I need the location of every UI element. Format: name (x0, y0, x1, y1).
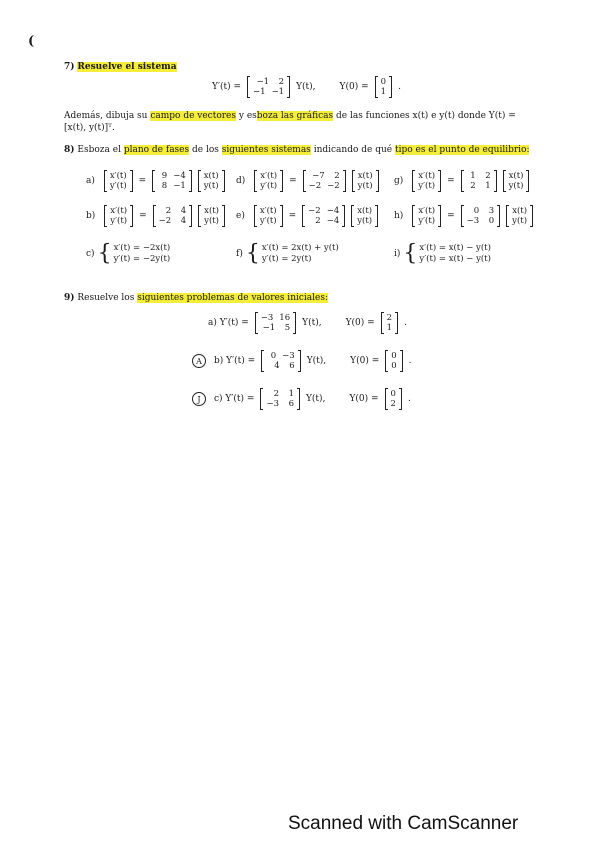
matrix-entry: x′(t) (418, 171, 436, 181)
matrix-entry: 0 (270, 351, 277, 361)
matrix-row (267, 351, 295, 361)
eq-rhs: Y(t), (306, 356, 327, 366)
item-label: g) (394, 176, 404, 186)
problem-9-label: 9) (64, 293, 75, 303)
matrix-row (509, 181, 524, 191)
matrix-row (261, 313, 290, 323)
matrix-row (253, 77, 284, 87)
equation-line: y′(t) = 2y(t) (261, 254, 312, 264)
matrix-row (308, 206, 339, 216)
matrix-entry: −1 (173, 181, 186, 191)
system-matrix (260, 388, 300, 410)
matrix-entry: 4 (180, 216, 187, 226)
brace: { (245, 241, 260, 266)
system-d: d) x′(t) y′(t) = −7 2 −2 −2 x(t) y(t) (236, 170, 379, 192)
initial-vector (381, 312, 398, 334)
matrix-entry: −1 (256, 77, 270, 87)
matrix-row (158, 181, 186, 191)
system-matrix (247, 76, 290, 98)
equation-line: y′(t) = x(t) − y(t) (419, 254, 491, 264)
system-matrix (152, 170, 192, 192)
matrix-row (204, 171, 219, 181)
matrix-row (204, 206, 219, 216)
matrix-entry: −3 (282, 351, 295, 361)
problem-8-heading (64, 144, 529, 156)
matrix-entry: −1 (271, 87, 285, 97)
matrix-entry: 0 (473, 206, 480, 216)
system-g: g) x′(t) y′(t) = 1 2 2 1 x(t) y(t) (394, 170, 529, 192)
matrix-entry: −2 (308, 206, 321, 216)
circled-mark: J (192, 392, 206, 406)
matrix-row (418, 171, 435, 181)
matrix-row (467, 216, 495, 226)
highlight-equilibrium: tipo es el punto de equilibrio: (394, 145, 530, 155)
matrix-entry: 0 (390, 389, 396, 399)
equation-line: x′(t) = −2x(t) (113, 243, 171, 253)
matrix-row (381, 87, 386, 97)
item-label: b) (86, 211, 96, 221)
matrix-entry: y′(t) (109, 181, 127, 191)
matrix-row (512, 216, 527, 226)
matrix-row (159, 206, 187, 216)
matrix-entry: 2 (470, 181, 476, 191)
matrix-row (260, 171, 277, 181)
init-lhs: Y(0) = (349, 394, 379, 404)
matrix-entry: y′(t) (259, 216, 277, 226)
matrix-entry: 0 (391, 351, 397, 361)
ivp-c (192, 388, 411, 410)
initial-vector (375, 76, 392, 98)
eq-tail: . (404, 318, 407, 328)
item-label: e) (236, 211, 245, 221)
matrix-row (391, 361, 396, 371)
matrix-row (267, 361, 295, 371)
matrix-entry: 2 (485, 171, 491, 181)
matrix-row (260, 181, 277, 191)
problem-8-label: 8) (64, 145, 75, 155)
problem-7-text (64, 110, 516, 122)
init-lhs: Y(0) = (350, 356, 380, 366)
text: Además, dibuja su (64, 111, 148, 121)
rhs-vector (506, 205, 533, 227)
problem-7-title: Resuelve el sistema (77, 62, 177, 72)
brace: { (97, 241, 112, 266)
matrix-entry: −4 (326, 206, 340, 216)
item-label: c) (86, 249, 95, 259)
matrix-row (357, 206, 372, 216)
matrix-entry: −2 (158, 216, 172, 226)
matrix-row (418, 206, 435, 216)
system-i (394, 243, 491, 265)
matrix-row (467, 171, 491, 181)
system-matrix (153, 205, 193, 227)
system-matrix (461, 205, 501, 227)
matrix-entry: x′(t) (418, 206, 436, 216)
matrix-entry: 6 (288, 399, 294, 409)
matrix-entry: x′(t) (110, 206, 128, 216)
text: de las funciones x(t) e y(t) donde Y(t) = (336, 111, 516, 121)
matrix-entry: −3 (266, 399, 279, 409)
rhs-vector (198, 170, 225, 192)
highlight-graphs: boza las gráficas (256, 111, 334, 121)
highlight-ivp: siguientes problemas de valores iniciales: (137, 293, 329, 303)
text: indicando de qué (313, 145, 393, 155)
matrix-entry: x′(t) (109, 171, 127, 181)
matrix-row (308, 216, 339, 226)
lhs-vector (254, 205, 283, 227)
matrix-entry: 2 (334, 171, 340, 181)
matrix-row (391, 399, 396, 409)
matrix-entry: −1 (262, 323, 276, 333)
matrix-entry: x(t) (357, 171, 373, 181)
equation-line: y′(t) = −2y(t) (113, 254, 171, 264)
system-c (86, 243, 170, 265)
matrix-row (204, 216, 219, 226)
text: y es (238, 111, 257, 121)
item-label: a) (86, 176, 95, 186)
matrix-row (110, 181, 127, 191)
matrix-entry: 2 (278, 77, 285, 87)
lhs-vector (104, 205, 133, 227)
brace: { (403, 241, 418, 266)
matrix-entry: y′(t) (418, 216, 436, 226)
matrix-row (391, 389, 396, 399)
text: de los (192, 145, 219, 155)
matrix-entry: x(t) (203, 171, 219, 181)
matrix-entry: 9 (161, 171, 168, 181)
matrix-entry: −1 (253, 87, 266, 97)
rhs-vector (503, 170, 530, 192)
item-label: h) (394, 211, 404, 221)
matrix-entry: y(t) (512, 216, 528, 226)
matrix-row (418, 181, 435, 191)
matrix-entry: 1 (288, 389, 294, 399)
matrix-entry: 0 (488, 216, 495, 226)
eq-tail: . (407, 394, 411, 404)
scanner-footer: Scanned with CamScanner (288, 813, 519, 834)
ivp-b (192, 350, 412, 372)
problem-7-heading (64, 61, 177, 73)
matrix-entry: 8 (161, 181, 168, 191)
matrix-entry: 1 (485, 181, 491, 191)
matrix-row (110, 171, 127, 181)
matrix-row (204, 181, 219, 191)
matrix-entry: 0 (391, 361, 397, 371)
matrix-entry: x′(t) (260, 171, 278, 181)
matrix-entry: 6 (289, 361, 295, 371)
matrix-entry: x(t) (512, 206, 528, 216)
matrix-entry: 1 (380, 87, 387, 97)
matrix-entry: 2 (165, 206, 172, 216)
matrix-row (512, 206, 527, 216)
eq-rhs: Y(t), (305, 394, 326, 404)
matrix-entry: y(t) (204, 216, 219, 226)
matrix-row (358, 181, 373, 191)
matrix-entry: −4 (326, 216, 340, 226)
system-matrix (255, 312, 296, 334)
matrix-row (159, 216, 187, 226)
init-lhs: Y(0) = (339, 82, 369, 92)
matrix-entry: −3 (260, 313, 274, 323)
init-lhs: Y(0) = (345, 318, 375, 328)
lhs-vector (254, 170, 283, 192)
matrix-row (387, 313, 392, 323)
matrix-row (309, 181, 340, 191)
lhs-vector (412, 170, 441, 192)
matrix-row (266, 399, 294, 409)
eq-tail: . (398, 82, 401, 92)
matrix-entry: 1 (470, 171, 476, 181)
matrix-row (381, 77, 386, 87)
highlight-systems: siguientes sistemas (221, 145, 311, 155)
matrix-entry: x(t) (357, 206, 373, 216)
matrix-row (158, 171, 186, 181)
matrix-entry: y′(t) (110, 216, 128, 226)
matrix-row (358, 171, 373, 181)
text: Esboza el (77, 145, 121, 155)
matrix-entry: −4 (173, 171, 186, 181)
rhs-vector (351, 205, 378, 227)
highlight-vector-field: campo de vectores (150, 111, 237, 121)
matrix-row (110, 216, 127, 226)
matrix-entry: −7 (312, 171, 325, 181)
system-b: b) x′(t) y′(t) = 2 4 −2 4 x(t) y(t) (86, 205, 225, 227)
lhs-vector (412, 205, 441, 227)
matrix-entry: 2 (390, 399, 396, 409)
matrix-entry: y(t) (357, 216, 373, 226)
eq-rhs: Y(t), (296, 82, 316, 92)
problem-7-equation (212, 76, 401, 98)
matrix-row (309, 171, 340, 181)
matrix-row (357, 216, 372, 226)
lhs-vector (104, 170, 133, 192)
matrix-entry: y′(t) (260, 181, 278, 191)
matrix-entry: x(t) (204, 206, 219, 216)
matrix-entry: x(t) (508, 171, 524, 181)
system-a: a) x′(t) y′(t) = 9 −4 8 −1 x(t) y(t) (86, 170, 225, 192)
system-matrix (302, 205, 345, 227)
matrix-row (509, 171, 524, 181)
item-label: a) Y′(t) = (208, 318, 249, 328)
problem-7-label: 7) (64, 62, 75, 72)
matrix-entry: y′(t) (418, 181, 436, 191)
matrix-row (253, 87, 284, 97)
text: Resuelve los (77, 293, 135, 303)
matrix-row (467, 206, 495, 216)
matrix-row (418, 216, 435, 226)
matrix-entry: 0 (380, 77, 387, 87)
matrix-row (110, 206, 127, 216)
matrix-entry: y(t) (357, 181, 373, 191)
item-label: d) (236, 176, 246, 186)
eq-rhs: Y(t), (302, 318, 322, 328)
matrix-row (260, 216, 277, 226)
system-matrix (303, 170, 346, 192)
matrix-entry: 2 (273, 389, 279, 399)
matrix-entry: 1 (386, 323, 393, 333)
matrix-entry: x′(t) (259, 206, 277, 216)
system-e: e) x′(t) y′(t) = −2 −4 2 −4 x(t) y(t) (236, 205, 378, 227)
matrix-row (467, 181, 491, 191)
initial-vector (385, 350, 402, 372)
matrix-row (261, 323, 290, 333)
matrix-entry: −3 (466, 216, 480, 226)
matrix-row (391, 351, 396, 361)
item-label: c) Y′(t) = (214, 394, 255, 404)
corner-mark: ( (28, 34, 35, 49)
item-label: f) (236, 249, 243, 259)
equation-line: x′(t) = x(t) − y(t) (419, 243, 491, 253)
system-h: h) x′(t) y′(t) = 0 3 −3 0 x(t) y(t) (394, 205, 533, 227)
matrix-entry: 16 (279, 313, 291, 323)
matrix-entry: −2 (308, 181, 322, 191)
matrix-entry: 2 (386, 313, 393, 323)
equation-line: x′(t) = 2x(t) + y(t) (261, 243, 339, 253)
rhs-vector (198, 205, 225, 227)
matrix-entry: 5 (284, 323, 291, 333)
matrix-row (260, 206, 277, 216)
initial-vector (385, 388, 402, 410)
item-label: i) (394, 249, 401, 259)
problem-7-text-2: [x(t), y(t)]ᵀ. (64, 123, 115, 133)
matrix-entry: y(t) (508, 181, 524, 191)
matrix-entry: 4 (274, 361, 280, 371)
matrix-entry: y(t) (203, 181, 219, 191)
item-label: b) Y′(t) = (214, 356, 256, 366)
system-matrix (461, 170, 497, 192)
system-f (236, 243, 339, 265)
highlight-phase-plane: plano de fases (123, 145, 190, 155)
rhs-vector (352, 170, 379, 192)
matrix-row (387, 323, 392, 333)
ivp-a (208, 312, 407, 334)
system-matrix (261, 350, 301, 372)
matrix-row (266, 389, 294, 399)
eq-lhs: Y′(t) = (212, 82, 242, 92)
matrix-entry: 3 (488, 206, 495, 216)
matrix-entry: 2 (315, 216, 321, 226)
matrix-entry: −2 (327, 181, 340, 191)
matrix-entry: 4 (180, 206, 187, 216)
circled-mark: A (192, 354, 206, 368)
eq-tail: . (408, 356, 412, 366)
problem-9-heading (64, 292, 328, 304)
